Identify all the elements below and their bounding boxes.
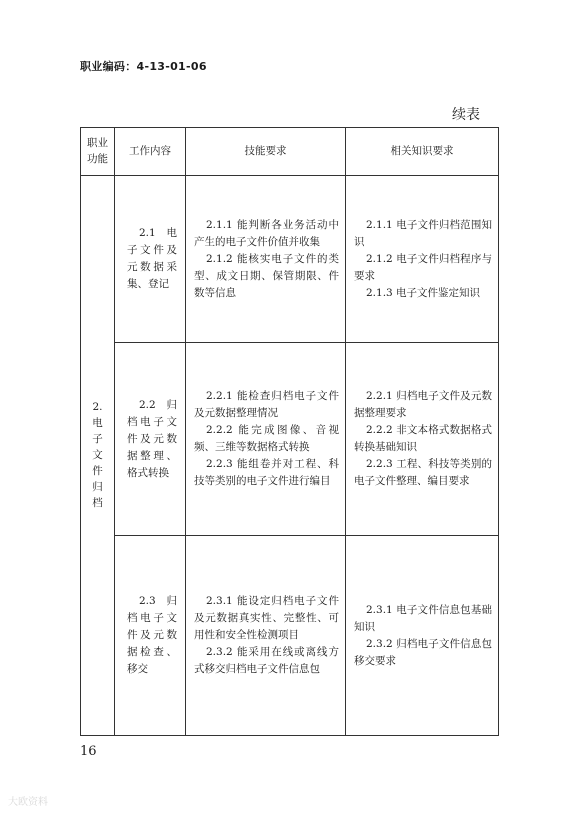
knowledge-item: 2.1.1 电子文件归档范围知识 xyxy=(354,218,492,248)
header-knowledge: 相关知识要求 xyxy=(346,128,499,176)
knowledge-item: 2.2.3 工程、科技等类别的电子文件整理、编目要求 xyxy=(354,458,492,487)
work-cell: 2.2 归档电子文件及元数据整理、格式转换 xyxy=(115,343,186,536)
table-row xyxy=(81,176,499,343)
requirements-table xyxy=(80,127,499,736)
work-cell: 2.3 归档电子文件及元数据检查、移交 xyxy=(115,536,186,736)
knowledge-item: 2.1.3 电子文件鉴定知识 xyxy=(366,286,481,299)
knowledge-cell xyxy=(346,536,499,736)
header-skills: 技能要求 xyxy=(186,128,346,176)
page-number: 16 xyxy=(80,744,97,759)
watermark: 大欧资料 xyxy=(8,797,48,808)
knowledge-item: 2.1.2 电子文件归档程序与要求 xyxy=(354,252,492,282)
skill-item: 2.3.2 能采用在线或离线方式移交归档电子文件信息包 xyxy=(194,646,339,675)
skills-cell xyxy=(186,176,346,343)
table-row xyxy=(81,343,499,536)
skill-item: 2.3.1 能设定归档电子文件及元数据真实性、完整性、可用性和安全性检测项目 xyxy=(194,595,339,641)
knowledge-item: 2.2.1 归档电子文件及元数据整理要求 xyxy=(354,390,492,419)
header-function: 职业功能 xyxy=(81,128,115,176)
header-work: 工作内容 xyxy=(115,128,186,176)
knowledge-cell xyxy=(346,343,499,536)
table-row xyxy=(81,536,499,736)
function-cell: 2. 电子文件归档 xyxy=(81,176,115,736)
skills-cell xyxy=(186,343,346,536)
occupation-code: 职业编码：4-13-01-06 xyxy=(80,60,207,73)
continued-label: 续表 xyxy=(452,107,480,123)
skill-item: 2.2.1 能检查归档电子文件及元数据整理情况 xyxy=(194,390,339,419)
knowledge-cell xyxy=(346,176,499,343)
skill-item: 2.2.2 能完成图像、音视频、三维等数据格式转换 xyxy=(194,424,339,453)
skill-item: 2.2.3 能组卷并对工程、科技等类别的电子文件进行编目 xyxy=(194,458,339,487)
knowledge-item: 2.3.2 归档电子文件信息包移交要求 xyxy=(354,637,492,667)
knowledge-item: 2.3.1 电子文件信息包基础知识 xyxy=(354,603,492,633)
skills-cell xyxy=(186,536,346,736)
skill-item: 2.1.2 能核实电子文件的类型、成文日期、保管期限、件数等信息 xyxy=(194,252,339,299)
work-cell: 2.1 电子文件及元数据采集、登记 xyxy=(115,176,186,343)
knowledge-item: 2.2.2 非文本格式数据格式转换基础知识 xyxy=(354,424,492,453)
table-header-row xyxy=(81,128,499,176)
skill-item: 2.1.1 能判断各业务活动中产生的电子文件价值并收集 xyxy=(194,218,339,248)
